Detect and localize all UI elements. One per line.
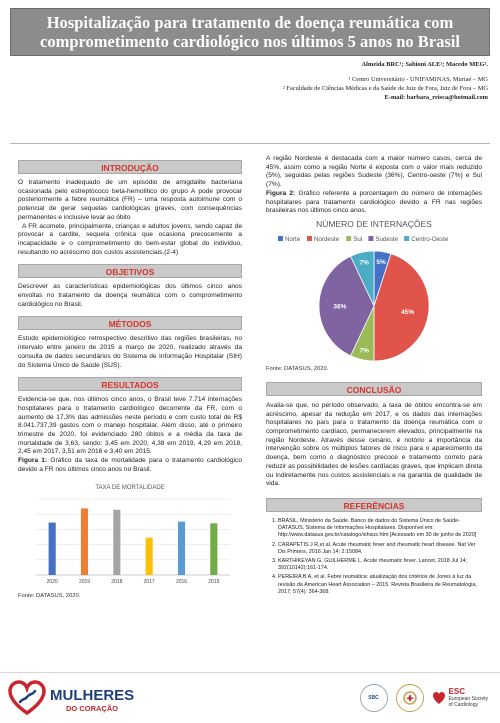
figure-2-label: Figura 2: xyxy=(266,189,296,197)
legend-swatch xyxy=(404,236,409,241)
author-names: Almeida BRC¹; Sabioni ALE²; Macedo MEG². xyxy=(361,61,488,68)
figure-2-caption xyxy=(266,190,482,216)
email: E-mail: barbara_reisca@hotmail.com xyxy=(384,94,488,101)
pie-data-label: 7% xyxy=(359,259,369,267)
mortality-bar-chart-svg xyxy=(18,475,242,593)
second-seal-icon xyxy=(396,684,424,712)
brand-line-1: MULHERES xyxy=(50,687,135,704)
heart-logo-icon xyxy=(10,682,44,713)
pie-chart-title: NÚMERO DE INTERNAÇÕES xyxy=(316,218,432,229)
bar-2015 xyxy=(210,523,217,575)
mortality-bar-chart xyxy=(18,475,242,593)
authors-block xyxy=(188,60,488,102)
esc-subtitle-1: European Society xyxy=(448,695,488,702)
figure-1-caption xyxy=(18,457,242,474)
legend-swatch xyxy=(346,236,351,241)
legend-label: Sudeste xyxy=(375,235,399,243)
affiliation-2: ² Faculdade de Ciências Médicas e da Saúde de Juiz de Fora, Juiz de Fora – MG xyxy=(282,85,488,92)
brand-line-2: DO CORAÇÃO xyxy=(66,704,119,713)
pie-data-label: 45% xyxy=(401,308,415,316)
intro-paragraph-1: O tratamento inadequado de um episódio de amigdalite bacteriana ocasionada pelo estreptococo beta-hemolítico do grupo A pode provocar posteriormente a febre reumática (FR) – uma resposta autoimune com o potencial de gerar sequelas cardiológicas graves, com consequências permanentes e inclusive levar ao óbito xyxy=(18,179,242,221)
references-list xyxy=(266,518,482,596)
esc-logo xyxy=(432,686,488,708)
figure-1-caption-text: Gráfico da taxa de mortalidade para o tratamento cardiológico devido a FR nos últimos cinco anos no Brasil. xyxy=(18,457,242,473)
legend-swatch xyxy=(368,236,373,241)
partner-logos xyxy=(348,678,488,718)
results-paragraph-2: A região Nordeste é destacada com a maior número casos, cerca de 45%, assim como a região Norte é exposta com o valor mais reduzido (5%), seguidas pelas regiões Sudeste (36%), Centro-oeste (7%) e Sul (7%). xyxy=(266,155,482,189)
conclusion-heading: CONCLUSÃO xyxy=(266,382,482,396)
legend-label: Nordeste xyxy=(314,235,340,243)
legend-label: Norte xyxy=(285,235,301,243)
pie-data-label: 5% xyxy=(376,258,386,266)
bar-2019 xyxy=(81,508,88,575)
conclusion-paragraph: Avalia-se que, no período observado, a taxa de óbitos encontra-se em acréscimo, apesar da redução em 2017, e os dados das internações hospitalares no país para o tratamento da doença reumática com o comprometimento cardíaco, permanecerem elevados, principalmente na região Nordeste. Através desse cenário, é notório a importância da intervenção sobre os múltiplos fatores de risco para o aparecimento da doença, bem como o diagnóstico precoce e tratamento correto para reduzir as possibilidades de lesões cardíacas graves, que implicam direta ou indiretamente nos custos assistenciais e na garantia de qualidade de vida. xyxy=(266,401,482,488)
bar-2016 xyxy=(178,521,185,574)
figure-2-caption-text: Gráfico referente a porcentagem do número de internações hospitalares para tratamento cardiológico devido a FR nas regiões brasileiras nos últimos cinco anos. xyxy=(266,189,482,215)
bar-2018 xyxy=(113,509,120,574)
x-tick-label: 2017 xyxy=(143,578,155,585)
footer-divider xyxy=(0,672,500,673)
header-divider xyxy=(10,143,490,144)
esc-subtitle-2: of Cardiology xyxy=(448,701,478,708)
right-column xyxy=(266,155,482,598)
title-band xyxy=(10,8,490,56)
admissions-pie-chart-svg xyxy=(266,216,482,366)
esc-text xyxy=(448,686,488,708)
x-tick-label: 2016 xyxy=(175,578,188,585)
figure-1-label: Figura 1: xyxy=(18,457,48,465)
intro-heading: INTRODUÇÃO xyxy=(18,160,242,174)
pie-data-label: 7% xyxy=(359,347,369,355)
esc-heart-icon xyxy=(432,691,446,705)
reference-item: 2. CARAPETIS J R,et al. Acute rheumatic fever and rheumatic heart disease. Nat Ver Dis Primers, 2016 Jan 14; 2:15084. xyxy=(278,542,482,556)
bar-chart-title: TAXA DE MORTALIDADE xyxy=(95,484,165,491)
legend-swatch xyxy=(278,236,283,241)
brand-svg xyxy=(8,678,158,718)
figure-1-source: Fonte: DATASUS, 2020. xyxy=(18,592,81,599)
affiliation-1: ¹ Centro Universitário - UNIFAMINAS, Muriaé – MG xyxy=(348,76,488,83)
legend-label: Centro-Oeste xyxy=(411,235,449,243)
sbc-logo-icon xyxy=(360,684,388,712)
results-heading: RESULTADOS xyxy=(18,377,242,391)
seal-mark xyxy=(401,689,419,707)
x-tick-label: 2019 xyxy=(78,578,91,585)
references-heading: REFERÊNCIAS xyxy=(266,498,482,512)
admissions-pie-chart xyxy=(266,216,482,366)
objectives-paragraph: Descrever as características epidemiológicas dos últimos cinco anos envoltas no tratamento da doença reumática com o comprometimento cardiológico no Brasil. xyxy=(18,283,242,308)
pie-legend xyxy=(278,236,449,243)
poster-title: Hospitalização para tratamento de doença reumática com comprometimento cardiológico nos últimos 5 anos no Brasil xyxy=(40,13,460,51)
reference-item: 3. KARTHIKEYAN G, GUILHERME L. Acute rheumatic fever. Lancet, 2018 Jul 14; 392(10142):161-174. xyxy=(278,558,482,572)
bar-2020 xyxy=(49,522,56,574)
sbc-logo-text: SBC xyxy=(368,695,379,701)
legend-swatch xyxy=(307,236,312,241)
intro-paragraph-2: A FR acomete, principalmente, crianças e adultos jovens, sendo capaz de provocar a cardite, sequela crônica que ocasiona precocemente a incapacidade e o comprometimento do bem-estar global do indivíduo, resultando no acréscimo dos custos assistenciais.(2-4) xyxy=(18,222,242,256)
figure-2-source: Fonte: DATASUS, 2020. xyxy=(266,365,329,372)
methods-paragraph: Estudo epidemiológico retrospectivo descritivo das regiões brasileiras, no intervalo entre janeiro de 2015 a março de 2020, realizado através da consulta de dados secundários do Sistema de Informação Hospitalar (SIH) do Sistema Único de Saúde (SUS). xyxy=(18,335,242,369)
pie-data-label: 36% xyxy=(333,303,347,311)
reference-item: 1. BRASIL, Ministério da Saúde. Banco de dados do Sistema Único de Saúde-DATASUS, Sistema de Informações Hospitalares. Disponível em: http://www.datasus.gov.br/catalogo/sihsus.htm [Acessado em 30 de junho de 2020] xyxy=(278,518,482,540)
mulheres-do-coracao-logo xyxy=(8,678,158,718)
x-tick-label: 2015 xyxy=(208,578,220,585)
methods-heading: MÉTODOS xyxy=(18,316,242,330)
left-column xyxy=(18,160,242,599)
objectives-heading: OBJETIVOS xyxy=(18,264,242,278)
x-tick-label: 2020 xyxy=(46,578,58,585)
bar-2017 xyxy=(146,537,153,574)
legend-label: Sul xyxy=(353,235,363,243)
results-paragraph: Evidencia-se que, nos últimos cinco anos, o Brasil teve 7.714 internações hospitalares para o tratamento cardiológico decorrente da FR, com o aumento de 17,3% das admissões neste período e com custo total de R$ 8.041.737,39 gastos com o manejo hospitalar. Além disso, até o primeiro trimestre de 2020, foi evidenciado 280 óbitos e a média da taxa de mortalidade de 3,63, sendo: 3,45 em 2020, 4,38 em 2019, 4,29 em 2018, 2,45 em 2017, 3,51 em 2016 e 3,40 em 2015. xyxy=(18,396,242,456)
reference-item: 4. PEREIRA B A, et al. Febre reumática: atualização dos critérios de Jones à luz da revisão da American Heart Association – 2015. Revista Brasileira de Reumatologia, 2017; 57(4): 364-368. xyxy=(278,574,482,596)
x-tick-label: 2018 xyxy=(111,578,123,585)
esc-name: ESC xyxy=(448,686,465,696)
